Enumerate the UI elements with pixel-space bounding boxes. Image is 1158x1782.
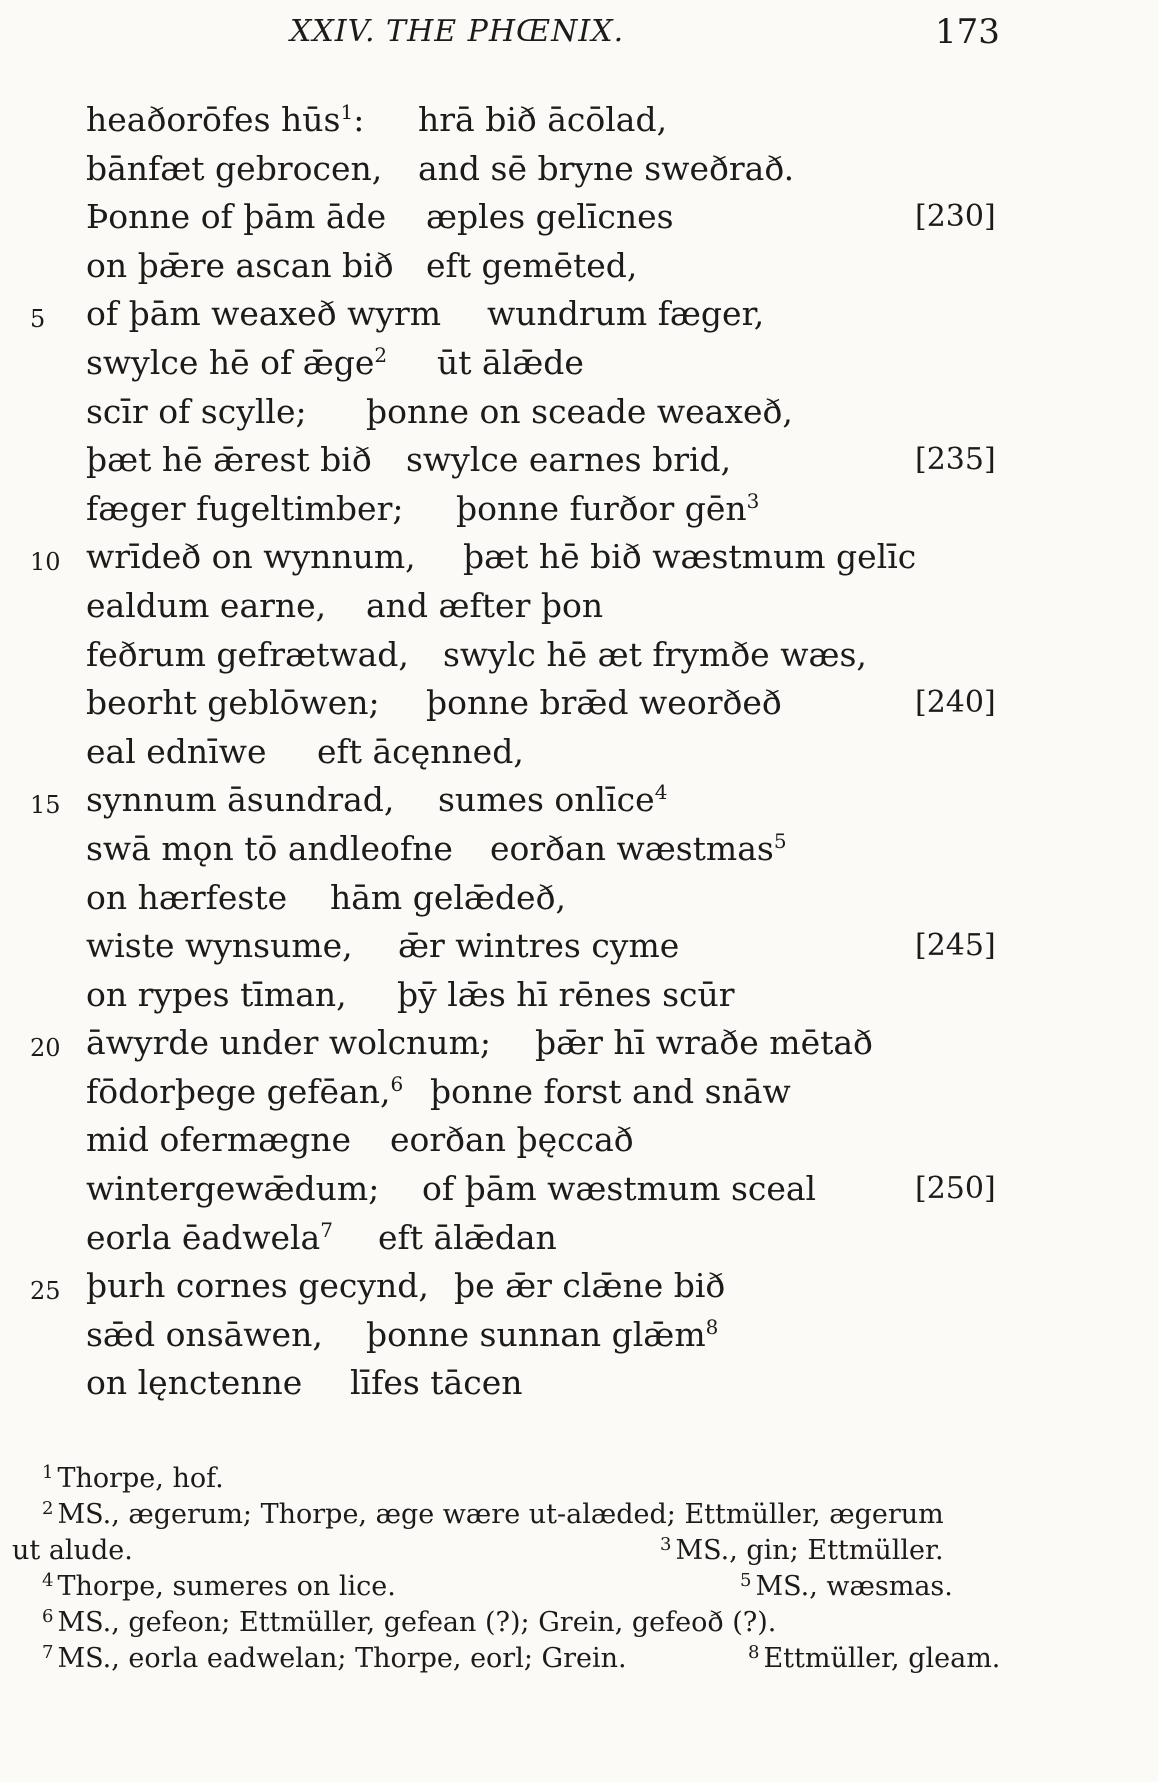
- verse-line: [0, 339, 1158, 388]
- second-half-text: hrā bið ācōlad,: [418, 100, 668, 139]
- second-half-text: swylc hē æt frymðe wæs,: [443, 634, 867, 674]
- second-half-line: [437, 339, 584, 388]
- second-half-line: [490, 825, 787, 874]
- first-half-line: [86, 728, 267, 777]
- footnote-text: Ettmüller, gleam.: [763, 1643, 1001, 1674]
- footnote-number: 5: [740, 1570, 752, 1591]
- footnotes: [8, 1455, 1018, 1674]
- second-half-line: [426, 242, 637, 291]
- first-half-text: eorla ēadwela: [86, 1217, 321, 1257]
- first-half-line: [86, 436, 372, 485]
- first-half-text: eal ednīwe: [86, 731, 267, 771]
- second-half-line: [456, 485, 759, 534]
- second-half-text: wundrum fæger,: [487, 294, 765, 334]
- verse-line: [0, 1311, 1158, 1360]
- verse-line: [0, 971, 1158, 1020]
- verse-line: [0, 922, 1158, 971]
- second-half-text: æples gelīcnes: [426, 197, 674, 237]
- first-half-text: sǣd onsāwen,: [86, 1314, 323, 1354]
- footnote-ref: 8: [705, 1314, 719, 1339]
- first-half-line: [86, 582, 326, 631]
- first-half-text: on þǣre ascan bið: [86, 245, 394, 285]
- verse-line: [0, 1068, 1158, 1117]
- first-half-text: synnum āsundrad,: [86, 780, 395, 820]
- footnote-text: MS., ægerum; Thorpe, æge wære ut-alæded; Ettmüller, ægerum: [57, 1499, 944, 1530]
- second-half-line: [463, 533, 916, 582]
- second-half-line: [398, 922, 679, 971]
- footnote-number: 7: [42, 1642, 54, 1663]
- second-half-text: sumes onlīce: [438, 780, 655, 820]
- first-half-line: [86, 1214, 333, 1263]
- second-half-line: [378, 1214, 557, 1263]
- line-reference-bracket: [250]: [915, 1171, 996, 1207]
- first-half-line: [86, 193, 386, 242]
- verse-line: [0, 1165, 1158, 1214]
- second-half-text: þonne brǣd weorðeð: [426, 683, 782, 723]
- footnote-left: [8, 1463, 224, 1494]
- first-half-text: þæt hē ǣrest bið: [86, 440, 372, 480]
- footnote-left: [8, 1607, 776, 1638]
- verse-line: [0, 533, 1158, 582]
- second-half-line: [418, 96, 667, 145]
- footnote-line: [8, 1491, 1018, 1530]
- first-half-text: bānfæt gebrocen,: [86, 148, 383, 188]
- first-half-text: on rypes tīman,: [86, 974, 347, 1014]
- second-half-text: eft ālǣdan: [378, 1217, 557, 1257]
- first-half-text: of þām weaxeð wyrm: [86, 294, 442, 334]
- verse-block: [0, 96, 1158, 1408]
- first-half-line: [86, 1068, 403, 1117]
- second-half-line: [487, 290, 764, 339]
- second-half-line: [317, 728, 524, 777]
- running-title: XXIV. THE PHŒNIX.: [290, 14, 625, 49]
- second-half-text: þe ǣr clǣne bið: [454, 1266, 726, 1306]
- first-half-text: fæger fugeltimber;: [86, 488, 404, 528]
- footnote-left: [8, 1535, 133, 1566]
- footnote-text: ut alude.: [12, 1535, 133, 1566]
- first-half-text: fōdorþege gefēan,: [86, 1071, 391, 1111]
- verse-line: [0, 1262, 1158, 1311]
- first-half-text: þurh cornes gecynd,: [86, 1266, 429, 1306]
- first-half-line: [86, 485, 403, 534]
- first-half-text: feðrum gefrætwad,: [86, 634, 409, 674]
- footnote-line: [8, 1599, 1018, 1638]
- line-number: 25: [30, 1277, 61, 1306]
- first-half-text: swylce hē of ǣge: [86, 342, 375, 382]
- footnote-text: Thorpe, hof.: [57, 1463, 224, 1494]
- first-half-line: [86, 776, 394, 825]
- first-half-text: swā mǫn tō andleofne: [86, 828, 453, 868]
- second-half-line: [418, 145, 794, 194]
- line-reference-bracket: [230]: [915, 199, 996, 235]
- footnote-right: [748, 1635, 1000, 1677]
- first-half-line: [86, 388, 307, 437]
- first-half-line: [86, 1165, 379, 1214]
- second-half-line: [422, 1165, 816, 1214]
- footnote-ref: 7: [320, 1217, 333, 1242]
- footnote-ref: 6: [390, 1071, 404, 1096]
- footnote-number: 2: [42, 1498, 54, 1519]
- first-half-line: [86, 1359, 302, 1408]
- first-half-punct: :: [353, 100, 365, 139]
- second-half-line: [426, 193, 674, 242]
- first-half-line: [86, 145, 382, 194]
- second-half-line: [390, 1116, 634, 1165]
- first-half-text: wintergewǣdum;: [86, 1169, 380, 1209]
- first-half-text: scīr of scylle;: [86, 391, 307, 431]
- first-half-text: mid ofermægne: [86, 1120, 352, 1160]
- second-half-line: [366, 388, 793, 437]
- line-number: 5: [30, 305, 46, 334]
- first-half-text: Þonne of þām āde: [86, 197, 387, 237]
- first-half-line: [86, 971, 347, 1020]
- first-half-text: on lęnctenne: [86, 1363, 303, 1403]
- verse-line: [0, 485, 1158, 534]
- footnote-ref: 4: [654, 780, 668, 805]
- second-half-text: hām gelǣdeð,: [330, 877, 566, 917]
- second-half-text: līfes tācen: [350, 1363, 523, 1403]
- second-half-line: [406, 436, 731, 485]
- first-half-text: wiste wynsume,: [86, 926, 353, 966]
- first-half-line: [86, 290, 441, 339]
- first-half-line: [86, 874, 287, 923]
- second-half-text: eorðan wæstmas: [490, 828, 774, 868]
- first-half-text: on hærfeste: [86, 877, 288, 917]
- second-half-text: ǣr wintres cyme: [398, 926, 680, 966]
- verse-line: [0, 582, 1158, 631]
- line-number: 20: [30, 1034, 61, 1063]
- first-half-text: wrīdeð on wynnum,: [86, 537, 416, 577]
- second-half-text: ūt ālǣde: [437, 342, 584, 382]
- verse-line: [0, 436, 1158, 485]
- first-half-line: [86, 242, 394, 291]
- verse-line: [0, 776, 1158, 825]
- footnote-left: [8, 1499, 944, 1530]
- verse-line: [0, 631, 1158, 680]
- verse-line: [0, 1116, 1158, 1165]
- second-half-text: and sē bryne sweðrað.: [418, 148, 795, 188]
- footnote-ref: 1: [340, 100, 354, 124]
- second-half-line: [443, 631, 867, 680]
- line-reference-bracket: [245]: [915, 928, 996, 964]
- first-half-line: [86, 1019, 491, 1068]
- second-half-text: þæt hē bið wæstmum gelīc: [463, 537, 917, 577]
- verse-line: [0, 96, 1158, 145]
- page-number: 173: [935, 12, 1000, 52]
- second-half-text: and æfter þon: [366, 585, 604, 625]
- verse-line: [0, 1019, 1158, 1068]
- footnote-left: [8, 1643, 627, 1674]
- verse-line: [0, 145, 1158, 194]
- second-half-line: [535, 1019, 873, 1068]
- line-number: 10: [30, 548, 61, 577]
- second-half-line: [350, 1359, 522, 1408]
- first-half-text: beorht geblōwen;: [86, 683, 380, 723]
- verse-line: [0, 290, 1158, 339]
- second-half-text: þȳ lǣs hī rēnes scūr: [397, 974, 735, 1014]
- footnote-text: Thorpe, sumeres on lice.: [57, 1571, 396, 1602]
- verse-line: [0, 388, 1158, 437]
- first-half-text: heaðorōfes hūs: [86, 100, 341, 139]
- verse-line: [0, 1359, 1158, 1408]
- line-reference-bracket: [235]: [915, 442, 996, 478]
- first-half-line: [86, 679, 380, 728]
- second-half-text: eorðan þęccað: [390, 1120, 634, 1160]
- second-half-line: [426, 679, 782, 728]
- footnote-ref: 5: [773, 828, 787, 853]
- second-half-text: þǣr hī wraðe mētað: [535, 1023, 873, 1063]
- second-half-line: [330, 874, 566, 923]
- footnote-ref: 3: [746, 488, 760, 513]
- second-half-text: of þām wæstmum sceal: [422, 1169, 817, 1209]
- second-half-text: eft ācęnned,: [317, 731, 524, 771]
- second-half-text: þonne forst and snāw: [430, 1071, 791, 1111]
- footnote-ref: 2: [374, 342, 388, 367]
- verse-line: [0, 874, 1158, 923]
- footnote-text: MS., wæsmas.: [755, 1571, 953, 1602]
- first-half-line: [86, 922, 353, 971]
- first-half-line: [86, 339, 387, 388]
- footnote-number: 3: [660, 1534, 672, 1555]
- footnote-number: 1: [42, 1462, 54, 1483]
- first-half-line: [86, 1262, 429, 1311]
- verse-line: [0, 1214, 1158, 1263]
- second-half-text: swylce earnes brid,: [406, 440, 732, 480]
- footnote-number: 6: [42, 1606, 54, 1627]
- verse-line: [0, 825, 1158, 874]
- footnote-line: [8, 1563, 1018, 1602]
- footnote-number: 4: [42, 1570, 54, 1591]
- verse-line: [0, 242, 1158, 291]
- verse-line: [0, 728, 1158, 777]
- verse-line: [0, 679, 1158, 728]
- second-half-line: [454, 1262, 725, 1311]
- footnote-left: [8, 1571, 396, 1602]
- second-half-line: [438, 776, 667, 825]
- first-half-line: [86, 825, 453, 874]
- footnote-text: MS., gin; Ettmüller.: [675, 1535, 944, 1566]
- second-half-text: þonne on sceade weaxeð,: [366, 391, 793, 431]
- footnote-line: [8, 1635, 1018, 1674]
- first-half-text: āwyrde under wolcnum;: [86, 1023, 491, 1063]
- first-half-line: [86, 1116, 351, 1165]
- second-half-line: [366, 1311, 718, 1360]
- first-half-line: [86, 533, 416, 582]
- verse-line: [0, 193, 1158, 242]
- first-half-line: [86, 1311, 323, 1360]
- second-half-line: [430, 1068, 791, 1117]
- first-half-text: ealdum earne,: [86, 585, 327, 625]
- second-half-line: [397, 971, 735, 1020]
- second-half-line: [366, 582, 603, 631]
- first-half-line: [86, 631, 409, 680]
- second-half-text: þonne sunnan glǣm: [366, 1314, 706, 1354]
- footnote-number: 8: [748, 1642, 760, 1663]
- footnote-text: MS., gefeon; Ettmüller, gefean (?); Grein, gefeoð (?).: [57, 1607, 777, 1638]
- second-half-text: þonne furðor gēn: [456, 488, 747, 528]
- footnote-line: [8, 1455, 1018, 1494]
- footnote-text: MS., eorla eadwelan; Thorpe, eorl; Grein.: [57, 1643, 627, 1674]
- line-number: 15: [30, 791, 61, 820]
- footnote-line: [8, 1527, 1018, 1566]
- line-reference-bracket: [240]: [915, 685, 996, 721]
- first-half-line: [86, 96, 364, 145]
- second-half-text: eft gemēted,: [426, 245, 638, 285]
